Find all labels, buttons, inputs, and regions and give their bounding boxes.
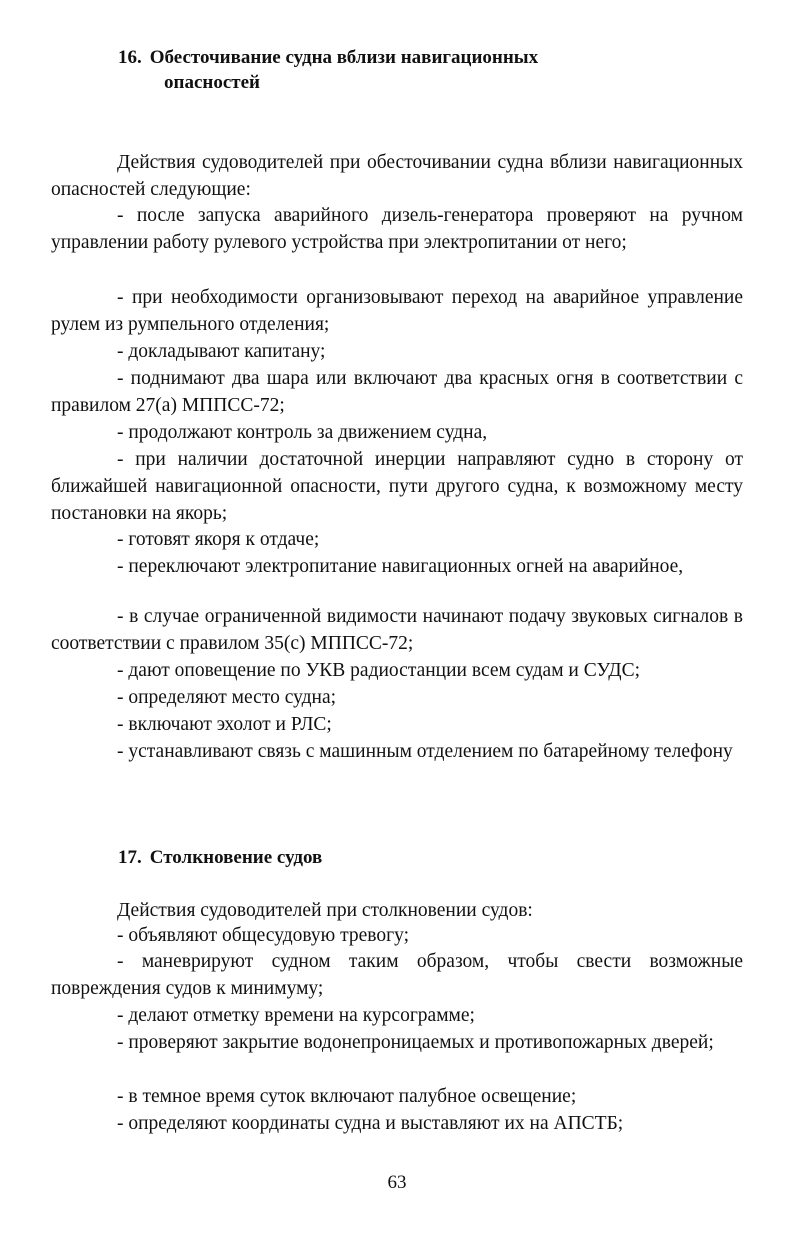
section-16-item-11: - определяют место судна; — [117, 687, 337, 708]
section-17-item-5: - в темное время суток включают палубное освещение; — [117, 1086, 577, 1107]
section-16-item-3: - докладывают капитану; — [117, 341, 326, 362]
section-16-item-12: - включают эхолот и РЛС; — [117, 714, 332, 735]
section-17-item-2: - маневрируют судном таким образом, чтобы свести возможные повреждения судов к минимуму; — [51, 951, 743, 999]
page-number: 63 — [387, 1172, 407, 1193]
section-16-item-2: - при необходимости организовывают переход на аварийное управление рулем из румпельного отделения; — [51, 287, 743, 335]
section-17-item-1: - объявляют общесудовую тревогу; — [117, 925, 410, 946]
section-16-item-13: - устанавливают связь с машинным отделением по батарейному телефону — [117, 741, 733, 762]
section-17-item-6: - определяют координаты судна и выставляют их на АПСТБ; — [117, 1113, 624, 1134]
section-16-item-4: - поднимают два шара или включают два красных огня в соответствии с правилом 27(а) МППСС-72; — [51, 368, 743, 416]
section-16-title-line2: опасностей — [164, 72, 260, 93]
section-16-item-5: - продолжают контроль за движением судна, — [117, 422, 488, 443]
section-16-item-1: - после запуска аварийного дизель-генератора проверяют на ручном управлении работу рулевого устройства при электропитании от него; — [51, 205, 743, 253]
section-16-heading — [118, 45, 718, 95]
section-16-title-line1: Обесточивание судна вблизи навигационных — [149, 47, 539, 68]
section-16-number: 16. — [118, 47, 142, 68]
section-16-item-9: - в случае ограниченной видимости начинают подачу звуковых сигналов в соответствии с правилом 35(с) МППСС-72; — [51, 606, 743, 654]
section-17-title: Столкновение судов — [149, 847, 323, 868]
section-16-item-10: - дают оповещение по УКВ радиостанции всем судам и СУДС; — [117, 660, 641, 681]
section-17-item-4: - проверяют закрытие водонепроницаемых и противопожарных дверей; — [117, 1032, 714, 1053]
section-17-intro: Действия судоводителей при столкновении судов: — [117, 900, 533, 921]
section-16-intro: Действия судоводителей при обесточивании судна вблизи навигационных опасностей следующие: — [51, 152, 743, 200]
section-17-number: 17. — [118, 847, 142, 868]
section-16-item-8: - переключают электропитание навигационных огней на аварийное, — [117, 556, 684, 577]
section-16-item-7: - готовят якоря к отдаче; — [117, 529, 320, 550]
section-17-item-3: - делают отметку времени на курсограмме; — [117, 1005, 475, 1026]
section-17-heading — [118, 845, 718, 870]
section-16-item-6: - при наличии достаточной инерции направляют судно в сторону от ближайшей навигационной опасности, пути другого судна, к возможному месту постановки на якорь; — [51, 449, 743, 524]
